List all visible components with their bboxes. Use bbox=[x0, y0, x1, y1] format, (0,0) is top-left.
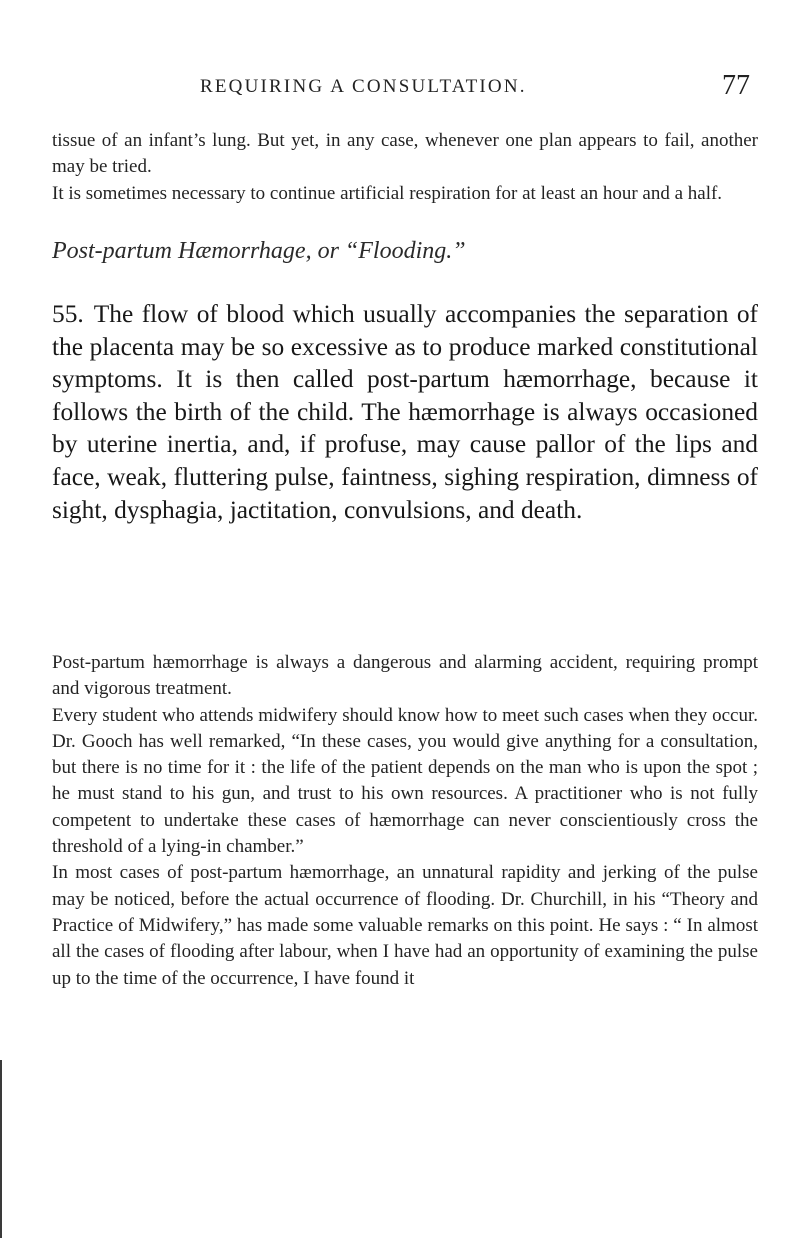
continuation-text bbox=[52, 128, 758, 207]
heading-part2: “Flooding.” bbox=[344, 238, 466, 264]
continuation-note: It is sometimes necessary to continue artificial respiration for at least an hour and a half. bbox=[52, 182, 723, 204]
heading-part1: Post-partum Hæmorrhage, bbox=[52, 238, 312, 264]
section-heading bbox=[52, 238, 758, 265]
body-paragraph-2: Every student who attends midwifery should know how to meet such cases when they occur. Dr. Gooch has well remarked, “In these cases, you would give anything for a consultation, but there is no time for it : the life of the patient depends on the man who is upon the spot ; he must stand to his gun, and trust to his own resources. A practitioner who is not fully competent to undertake these cases of hæmorrhage can never conscientiously cross the threshold of a lying-in chamber.” bbox=[52, 704, 758, 858]
numbered-paragraph-55 bbox=[52, 298, 758, 526]
heading-or: or bbox=[317, 238, 339, 264]
paragraph-55-text: The flow of blood which usually accompanies the separation of the placenta may be so excessive as to produce marked constitutional symptoms. It is then called post-partum hæmorrhage, because it follows the birth of the child. The hæmorrhage is always occasioned by uterine inertia, and, if profuse, may cause pallor of the lips and face, weak, fluttering pulse, faintness, sighing respiration, dimness of sight, dysphagia, jactitation, convulsions, and death. bbox=[52, 300, 759, 524]
continuation-paragraph: tissue of an infant’s lung. But yet, in any case, whenever one plan appears to fail, another may be tried. bbox=[52, 130, 758, 178]
running-head: REQUIRING A CONSULTATION. bbox=[200, 76, 527, 97]
page-number: 77 bbox=[722, 70, 750, 101]
page-edge-line bbox=[0, 1060, 2, 1238]
body-paragraph-1: Post-partum hæmorrhage is always a dangerous and alarming accident, requiring prompt and vigorous treatment. bbox=[52, 652, 758, 700]
page-header bbox=[52, 70, 752, 110]
body-paragraph-3: In most cases of post-partum hæmorrhage, an unnatural rapidity and jerking of the pulse may be noticed, before the actual occurrence of flooding. Dr. Churchill, in his “Theory and Practice of Midwifery,” has made some valuable remarks on this point. He says : “ In almost all the cases of flooding after labour, when I have had an opportunity of examining the pulse up to the time of the occurrence, I have found it bbox=[52, 862, 758, 989]
paragraph-number: 55. bbox=[52, 300, 84, 328]
body-text bbox=[52, 650, 758, 992]
